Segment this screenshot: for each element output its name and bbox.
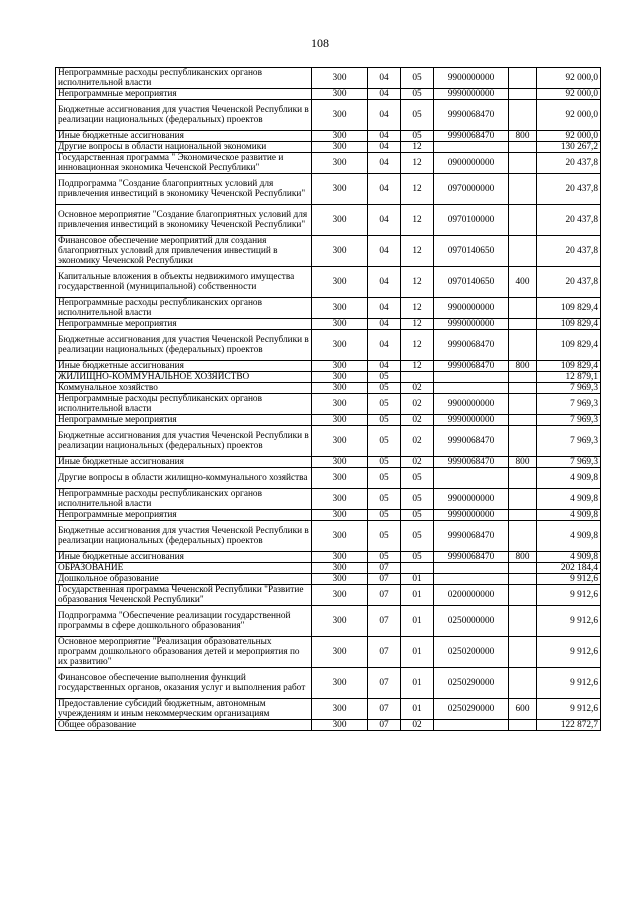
row-amount: 122 872,7 (537, 720, 601, 731)
row-subsection: 12 (401, 236, 434, 267)
row-dept-code: 300 (312, 361, 368, 372)
row-section: 04 (368, 174, 401, 205)
row-target-code (434, 383, 509, 394)
row-expense-type (509, 319, 537, 330)
table-row (56, 174, 601, 205)
row-subsection: 05 (401, 68, 434, 89)
table-row (56, 153, 601, 174)
row-amount: 12 879,1 (537, 372, 601, 383)
table-row (56, 89, 601, 100)
row-dept-code: 300 (312, 699, 368, 720)
row-dept-code: 300 (312, 585, 368, 606)
row-description: Бюджетные ассигнования для участия Чеченской Республики в реализации национальных (федеральных) проектов (56, 426, 312, 457)
row-description: Предоставление субсидий бюджетным, автономным учреждениям и иным некоммерческим организациям (56, 699, 312, 720)
table-row (56, 668, 601, 699)
row-amount: 9 912,6 (537, 637, 601, 668)
table-row (56, 394, 601, 415)
row-subsection: 12 (401, 153, 434, 174)
row-target-code: 9990000000 (434, 319, 509, 330)
row-description: Финансовое обеспечение мероприятий для создания благоприятных условий для привлечения инвестиций в экономику Чеченской Республики (56, 236, 312, 267)
table-row (56, 319, 601, 330)
row-dept-code: 300 (312, 720, 368, 731)
table-row (56, 131, 601, 142)
row-description: Бюджетные ассигнования для участия Чеченской Республики в реализации национальных (федеральных) проектов (56, 100, 312, 131)
row-amount: 7 969,3 (537, 457, 601, 468)
row-section: 04 (368, 89, 401, 100)
row-description: Иные бюджетные ассигнования (56, 457, 312, 468)
budget-table (55, 67, 601, 731)
row-expense-type (509, 585, 537, 606)
row-description: Непрограммные расходы республиканских органов исполнительной власти (56, 394, 312, 415)
row-description: Иные бюджетные ассигнования (56, 131, 312, 142)
row-section: 05 (368, 510, 401, 521)
row-subsection: 12 (401, 205, 434, 236)
row-section: 07 (368, 637, 401, 668)
row-description: Иные бюджетные ассигнования (56, 552, 312, 563)
row-target-code: 9990000000 (434, 89, 509, 100)
row-dept-code: 300 (312, 415, 368, 426)
row-subsection: 05 (401, 131, 434, 142)
row-section: 05 (368, 468, 401, 489)
row-expense-type (509, 468, 537, 489)
row-dept-code: 300 (312, 563, 368, 574)
row-amount: 92 000,0 (537, 131, 601, 142)
row-section: 04 (368, 267, 401, 298)
row-target-code: 9900000000 (434, 489, 509, 510)
row-amount: 4 909,8 (537, 468, 601, 489)
row-amount: 4 909,8 (537, 510, 601, 521)
row-subsection: 05 (401, 552, 434, 563)
row-amount: 20 437,8 (537, 236, 601, 267)
table-row (56, 563, 601, 574)
row-expense-type (509, 372, 537, 383)
page-number: 108 (311, 36, 329, 50)
row-dept-code: 300 (312, 521, 368, 552)
row-section: 04 (368, 205, 401, 236)
table-row (56, 720, 601, 731)
row-dept-code: 300 (312, 267, 368, 298)
row-section: 05 (368, 552, 401, 563)
row-amount: 4 909,8 (537, 521, 601, 552)
row-description: Коммунальное хозяйство (56, 383, 312, 394)
row-amount: 20 437,8 (537, 205, 601, 236)
row-target-code: 0250200000 (434, 637, 509, 668)
row-target-code: 0970140650 (434, 267, 509, 298)
row-description: Основное мероприятие "Реализация образовательных программ дошкольного образования детей и мероприятия по их развитию" (56, 637, 312, 668)
row-target-code: 9990068470 (434, 552, 509, 563)
row-target-code: 9990000000 (434, 510, 509, 521)
row-dept-code: 300 (312, 174, 368, 205)
table-row (56, 415, 601, 426)
row-expense-type (509, 142, 537, 153)
row-amount: 109 829,4 (537, 319, 601, 330)
row-expense-type (509, 236, 537, 267)
row-dept-code: 300 (312, 468, 368, 489)
table-row (56, 68, 601, 89)
row-expense-type (509, 489, 537, 510)
row-description: Другие вопросы в области национальной экономики (56, 142, 312, 153)
row-dept-code: 300 (312, 383, 368, 394)
table-row (56, 383, 601, 394)
row-target-code: 0250000000 (434, 606, 509, 637)
row-target-code: 9990068470 (434, 330, 509, 361)
row-subsection: 12 (401, 330, 434, 361)
row-amount: 7 969,3 (537, 394, 601, 415)
table-row (56, 267, 601, 298)
row-amount: 7 969,3 (537, 415, 601, 426)
row-target-code: 9990068470 (434, 100, 509, 131)
row-section: 04 (368, 100, 401, 131)
row-expense-type (509, 330, 537, 361)
row-expense-type: 800 (509, 457, 537, 468)
row-description: Непрограммные расходы республиканских органов исполнительной власти (56, 68, 312, 89)
row-amount: 109 829,4 (537, 361, 601, 372)
row-section: 05 (368, 426, 401, 457)
table-row (56, 699, 601, 720)
row-description: Дошкольное образование (56, 574, 312, 585)
row-expense-type: 600 (509, 699, 537, 720)
row-expense-type (509, 100, 537, 131)
row-amount: 20 437,8 (537, 174, 601, 205)
row-amount: 109 829,4 (537, 298, 601, 319)
row-expense-type: 800 (509, 131, 537, 142)
row-description: Финансовое обеспечение выполнения функций государственных органов, оказания услуг и выполнения работ (56, 668, 312, 699)
row-expense-type (509, 606, 537, 637)
row-section: 07 (368, 574, 401, 585)
row-dept-code: 300 (312, 606, 368, 637)
row-subsection: 01 (401, 668, 434, 699)
row-section: 05 (368, 383, 401, 394)
row-description: Подпрограмма "Обеспечение реализации государственной программы в сфере дошкольного образования" (56, 606, 312, 637)
row-dept-code: 300 (312, 330, 368, 361)
row-description: Непрограммные расходы республиканских органов исполнительной власти (56, 298, 312, 319)
row-subsection: 05 (401, 468, 434, 489)
row-section: 07 (368, 720, 401, 731)
row-amount: 7 969,3 (537, 383, 601, 394)
row-amount: 20 437,8 (537, 267, 601, 298)
row-section: 04 (368, 236, 401, 267)
row-expense-type (509, 89, 537, 100)
row-dept-code: 300 (312, 68, 368, 89)
table-row (56, 426, 601, 457)
row-subsection: 02 (401, 394, 434, 415)
table-row (56, 205, 601, 236)
row-target-code: 9900000000 (434, 394, 509, 415)
row-amount: 92 000,0 (537, 89, 601, 100)
row-subsection: 01 (401, 699, 434, 720)
row-section: 07 (368, 563, 401, 574)
row-amount: 92 000,0 (537, 100, 601, 131)
row-description: Бюджетные ассигнования для участия Чеченской Республики в реализации национальных (федеральных) проектов (56, 521, 312, 552)
row-amount: 9 912,6 (537, 606, 601, 637)
row-description: Подпрограмма "Создание благоприятных условий для привлечения инвестиций в экономику Чеченской Республики" (56, 174, 312, 205)
row-target-code: 0970140650 (434, 236, 509, 267)
row-expense-type (509, 383, 537, 394)
row-target-code (434, 142, 509, 153)
row-subsection (401, 563, 434, 574)
row-dept-code: 300 (312, 637, 368, 668)
row-target-code: 9900000000 (434, 68, 509, 89)
row-section: 07 (368, 606, 401, 637)
row-target-code: 0970000000 (434, 174, 509, 205)
row-expense-type (509, 426, 537, 457)
table-row (56, 606, 601, 637)
row-section: 04 (368, 142, 401, 153)
table-row (56, 372, 601, 383)
row-section: 04 (368, 131, 401, 142)
row-description: Непрограммные мероприятия (56, 319, 312, 330)
row-expense-type: 400 (509, 267, 537, 298)
row-section: 05 (368, 415, 401, 426)
row-subsection: 01 (401, 606, 434, 637)
row-dept-code: 300 (312, 142, 368, 153)
row-dept-code: 300 (312, 319, 368, 330)
row-target-code: 0900000000 (434, 153, 509, 174)
row-section: 07 (368, 668, 401, 699)
row-subsection: 05 (401, 489, 434, 510)
row-expense-type (509, 574, 537, 585)
row-dept-code: 300 (312, 372, 368, 383)
row-subsection: 05 (401, 100, 434, 131)
row-expense-type: 800 (509, 552, 537, 563)
row-expense-type (509, 68, 537, 89)
row-target-code: 9990068470 (434, 457, 509, 468)
row-dept-code: 300 (312, 131, 368, 142)
row-amount: 4 909,8 (537, 552, 601, 563)
row-amount: 9 912,6 (537, 668, 601, 699)
row-dept-code: 300 (312, 574, 368, 585)
row-target-code: 9900000000 (434, 298, 509, 319)
row-subsection: 12 (401, 361, 434, 372)
row-section: 04 (368, 330, 401, 361)
row-dept-code: 300 (312, 510, 368, 521)
row-amount: 109 829,4 (537, 330, 601, 361)
row-expense-type (509, 563, 537, 574)
table-row (56, 489, 601, 510)
row-subsection: 05 (401, 89, 434, 100)
row-description: Общее образование (56, 720, 312, 731)
row-subsection (401, 372, 434, 383)
table-row (56, 457, 601, 468)
table-row (56, 552, 601, 563)
row-description: ЖИЛИЩНО-КОММУНАЛЬНОЕ ХОЗЯЙСТВО (56, 372, 312, 383)
row-dept-code: 300 (312, 89, 368, 100)
row-section: 05 (368, 489, 401, 510)
row-description: Непрограммные мероприятия (56, 415, 312, 426)
table-row (56, 330, 601, 361)
table-row (56, 100, 601, 131)
row-section: 07 (368, 699, 401, 720)
table-row (56, 585, 601, 606)
table-row (56, 468, 601, 489)
row-subsection: 12 (401, 142, 434, 153)
row-section: 05 (368, 457, 401, 468)
table-row (56, 298, 601, 319)
row-expense-type: 800 (509, 361, 537, 372)
row-target-code: 0970100000 (434, 205, 509, 236)
table-row (56, 574, 601, 585)
row-expense-type (509, 510, 537, 521)
row-dept-code: 300 (312, 100, 368, 131)
row-section: 04 (368, 361, 401, 372)
row-subsection: 12 (401, 298, 434, 319)
row-dept-code: 300 (312, 489, 368, 510)
row-section: 04 (368, 153, 401, 174)
table-row (56, 361, 601, 372)
row-target-code: 0250290000 (434, 668, 509, 699)
table-row (56, 236, 601, 267)
row-amount: 9 912,6 (537, 574, 601, 585)
row-expense-type (509, 668, 537, 699)
row-expense-type (509, 298, 537, 319)
row-amount: 4 909,8 (537, 489, 601, 510)
table-row (56, 521, 601, 552)
row-dept-code: 300 (312, 153, 368, 174)
row-description: Основное мероприятие "Создание благоприятных условий для привлечения инвестиций в экономику Чеченской Республики" (56, 205, 312, 236)
row-subsection: 01 (401, 574, 434, 585)
row-section: 07 (368, 585, 401, 606)
row-amount: 202 184,4 (537, 563, 601, 574)
row-section: 05 (368, 372, 401, 383)
row-expense-type (509, 521, 537, 552)
row-dept-code: 300 (312, 426, 368, 457)
row-subsection: 02 (401, 720, 434, 731)
row-description: Иные бюджетные ассигнования (56, 361, 312, 372)
row-target-code: 9990068470 (434, 521, 509, 552)
row-target-code: 9990068470 (434, 426, 509, 457)
row-section: 05 (368, 521, 401, 552)
row-dept-code: 300 (312, 205, 368, 236)
row-expense-type (509, 394, 537, 415)
row-amount: 20 437,8 (537, 153, 601, 174)
row-section: 05 (368, 394, 401, 415)
row-section: 04 (368, 319, 401, 330)
row-amount: 92 000,0 (537, 68, 601, 89)
row-description: Капитальные вложения в объекты недвижимого имущества государственной (муниципальной) собственности (56, 267, 312, 298)
row-subsection: 02 (401, 415, 434, 426)
row-subsection: 02 (401, 383, 434, 394)
row-dept-code: 300 (312, 236, 368, 267)
row-expense-type (509, 415, 537, 426)
table-row (56, 510, 601, 521)
row-expense-type (509, 720, 537, 731)
row-description: ОБРАЗОВАНИЕ (56, 563, 312, 574)
row-amount: 9 912,6 (537, 585, 601, 606)
row-dept-code: 300 (312, 394, 368, 415)
row-dept-code: 300 (312, 298, 368, 319)
table-row (56, 142, 601, 153)
row-section: 04 (368, 68, 401, 89)
row-target-code: 0250290000 (434, 699, 509, 720)
row-target-code (434, 372, 509, 383)
row-description: Государственная программа " Экономическое развитие и инновационная экономика Чеченской Республики" (56, 153, 312, 174)
row-expense-type (509, 153, 537, 174)
row-expense-type (509, 205, 537, 236)
row-section: 04 (368, 298, 401, 319)
row-target-code: 9990000000 (434, 415, 509, 426)
row-target-code (434, 720, 509, 731)
row-subsection: 05 (401, 510, 434, 521)
row-subsection: 01 (401, 637, 434, 668)
row-description: Другие вопросы в области жилищно-коммунального хозяйства (56, 468, 312, 489)
row-subsection: 12 (401, 174, 434, 205)
row-target-code: 9990068470 (434, 361, 509, 372)
row-amount: 7 969,3 (537, 426, 601, 457)
row-target-code (434, 563, 509, 574)
row-expense-type (509, 637, 537, 668)
row-description: Непрограммные мероприятия (56, 89, 312, 100)
row-description: Непрограммные мероприятия (56, 510, 312, 521)
table-row (56, 637, 601, 668)
row-target-code (434, 468, 509, 489)
row-subsection: 02 (401, 457, 434, 468)
row-description: Бюджетные ассигнования для участия Чеченской Республики в реализации национальных (федеральных) проектов (56, 330, 312, 361)
row-dept-code: 300 (312, 668, 368, 699)
row-subsection: 01 (401, 585, 434, 606)
row-dept-code: 300 (312, 552, 368, 563)
row-description: Государственная программа Чеченской Республики "Развитие образования Чеченской Республики" (56, 585, 312, 606)
row-amount: 130 267,2 (537, 142, 601, 153)
row-target-code: 9990068470 (434, 131, 509, 142)
row-subsection: 12 (401, 319, 434, 330)
row-subsection: 12 (401, 267, 434, 298)
row-description: Непрограммные расходы республиканских органов исполнительной власти (56, 489, 312, 510)
row-amount: 9 912,6 (537, 699, 601, 720)
row-subsection: 02 (401, 426, 434, 457)
row-subsection: 05 (401, 521, 434, 552)
row-target-code (434, 574, 509, 585)
row-expense-type (509, 174, 537, 205)
row-target-code: 0200000000 (434, 585, 509, 606)
row-dept-code: 300 (312, 457, 368, 468)
